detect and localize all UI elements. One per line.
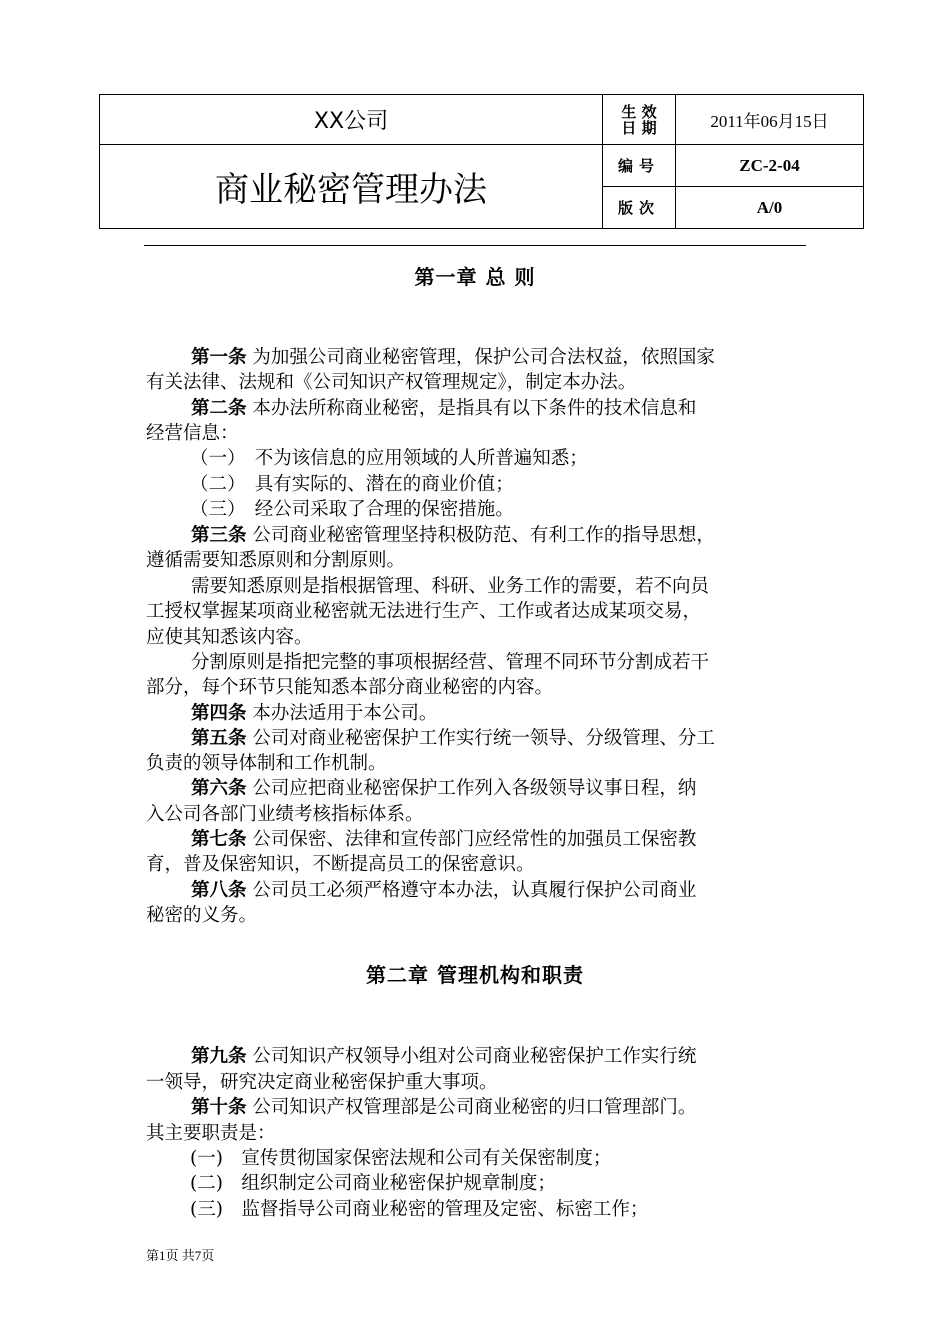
effective-date-value: 2011年06月15日 [676, 95, 864, 145]
paragraph-line [146, 1122, 806, 1146]
paragraph-text: 为加强公司商业秘密管理，保护公司合法权益，依照国家 [252, 347, 715, 368]
paragraph-text: 育，普及保密知识，不断提高员工的保密意识。 [146, 854, 535, 875]
paragraph-line [146, 752, 806, 776]
paragraph-text: 公司应把商业秘密保护工作列入各级领导议事日程，纳 [252, 778, 697, 799]
paragraph-text: 经营信息： [146, 423, 239, 444]
paragraph-text: 分割原则是指把完整的事项根据经营、管理不同环节分割成若干 [191, 652, 710, 673]
page-footer: 第1页 共7页 [146, 1248, 215, 1263]
paragraph-text: 一领导，研究决定商业秘密保护重大事项。 [146, 1072, 498, 1093]
paragraph-text: 部分，每个环节只能知悉本部分商业秘密的内容。 [146, 677, 554, 698]
paragraph-line [191, 879, 851, 903]
paragraph-text: 公司商业秘密管理坚持积极防范、有利工作的指导思想， [252, 525, 715, 546]
paragraph-line [191, 651, 851, 675]
paragraph-text: 遵循需要知悉原则和分割原则。 [146, 550, 406, 571]
article-number: 第二条 [191, 398, 247, 419]
header-divider [144, 245, 806, 246]
paragraph-line [146, 803, 806, 827]
paragraph-text: 公司员工必须严格遵守本办法，认真履行保护公司商业 [252, 880, 697, 901]
paragraph-line [191, 575, 851, 599]
paragraph-text: 其主要职责是： [146, 1123, 276, 1144]
article-number: 第三条 [191, 525, 247, 546]
paragraph-text: 需要知悉原则是指根据管理、科研、业务工作的需要，若不向员 [191, 576, 710, 597]
paragraph-text: 工授权掌握某项商业秘密就无法进行生产、工作或者达成某项交易， [146, 601, 702, 622]
paragraph-line [190, 1172, 850, 1196]
paragraph-text: 公司知识产权领导小组对公司商业秘密保护工作实行统 [252, 1046, 697, 1067]
paragraph-line [191, 828, 851, 852]
article-number: 第四条 [191, 703, 247, 724]
chapter-2-title: 第二章 管理机构和职责 [366, 963, 584, 987]
number-value: ZC-2-04 [676, 145, 864, 187]
article-number: 第十条 [191, 1097, 247, 1118]
paragraph-line [146, 1071, 806, 1095]
paragraph-text: 本办法适用于本公司。 [252, 703, 438, 724]
paragraph-text: 应使其知悉该内容。 [146, 627, 313, 648]
paragraph-text: 秘密的义务。 [146, 905, 258, 926]
paragraph-text: (一) 宣传贯彻国家保密法规和公司有关保密制度； [190, 1148, 612, 1169]
paragraph-text: 公司保密、法律和宣传部门应经常性的加强员工保密教 [252, 829, 697, 850]
paragraph-line [146, 904, 806, 928]
paragraph-line [190, 447, 850, 471]
paragraph-line [146, 676, 806, 700]
paragraph-text: （三） 经公司采取了合理的保密措施。 [190, 499, 514, 520]
article-number: 第一条 [191, 347, 247, 368]
paragraph-text: 有关法律、法规和《公司知识产权管理规定》，制定本办法。 [146, 372, 637, 393]
paragraph-line [191, 727, 851, 751]
paragraph-text: 入公司各部门业绩考核指标体系。 [146, 804, 424, 825]
article-number: 第九条 [191, 1046, 247, 1067]
paragraph-text: （二） 具有实际的、潜在的商业价值； [190, 474, 514, 495]
paragraph-line [190, 473, 850, 497]
article-number: 第六条 [191, 778, 247, 799]
paragraph-text: (三) 监督指导公司商业秘密的管理及定密、标密工作； [190, 1199, 649, 1220]
paragraph-line [146, 853, 806, 877]
number-label: 编号 [603, 145, 676, 187]
article-number: 第五条 [191, 728, 247, 749]
paragraph-text: 公司知识产权管理部是公司商业秘密的归口管理部门。 [252, 1097, 697, 1118]
article-number: 第七条 [191, 829, 247, 850]
version-value: A/0 [676, 187, 864, 229]
paragraph-line [190, 1198, 850, 1222]
paragraph-text: 本办法所称商业秘密，是指具有以下条件的技术信息和 [252, 398, 697, 419]
paragraph-line [146, 422, 806, 446]
paragraph-line [190, 1147, 850, 1171]
paragraph-line [191, 524, 851, 548]
company-name: XX公司 [100, 95, 603, 145]
chapter-1-title: 第一章 总 则 [414, 265, 536, 289]
paragraph-line [191, 702, 851, 726]
header-table [99, 94, 864, 229]
version-label: 版次 [603, 187, 676, 229]
effective-date-label: 生 效 日 期 [603, 95, 676, 145]
paragraph-line [146, 371, 806, 395]
paragraph-line [191, 777, 851, 801]
paragraph-line [191, 1045, 851, 1069]
article-number: 第八条 [191, 880, 247, 901]
paragraph-line [146, 626, 806, 650]
paragraph-text: （一） 不为该信息的应用领域的人所普遍知悉； [190, 448, 588, 469]
paragraph-line [191, 346, 851, 370]
paragraph-text: 公司对商业秘密保护工作实行统一领导、分级管理、分工 [252, 728, 715, 749]
document-title: 商业秘密管理办法 [100, 145, 603, 229]
paragraph-line [146, 549, 806, 573]
paragraph-text: 负责的领导体制和工作机制。 [146, 753, 387, 774]
paragraph-line [146, 600, 806, 624]
paragraph-line [191, 397, 851, 421]
paragraph-text: (二) 组织制定公司商业秘密保护规章制度； [190, 1173, 556, 1194]
paragraph-line [191, 1096, 851, 1120]
paragraph-line [190, 498, 850, 522]
